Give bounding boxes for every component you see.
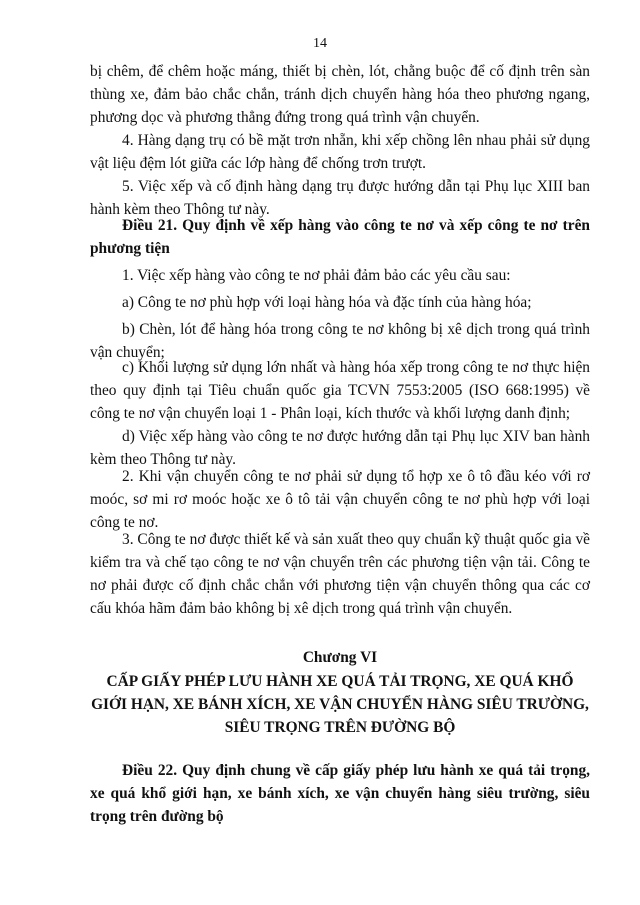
paragraph-clause-4: 4. Hàng dạng trụ có bề mặt trơn nhẵn, khi xếp chồng lên nhau phải sử dụng vật liệu đệm lót giữa các lớp hàng để chống trơn trượt. (90, 132, 590, 172)
paragraph-art21-clause-1: 1. Việc xếp hàng vào công te nơ phải đảm bảo các yêu cầu sau: (122, 267, 511, 284)
article-21-heading: Điều 21. Quy định về xếp hàng vào công te nơ và xếp công te nơ trên phương tiện (90, 217, 590, 257)
chapter-title-line-1: CẤP GIẤY PHÉP LƯU HÀNH XE QUÁ TẢI TRỌNG, XE QUÁ KHỔ (106, 673, 574, 690)
paragraph-art21-item-d: d) Việc xếp hàng vào công te nơ được hướng dẫn tại Phụ lục XIV ban hành kèm theo Thông tư này. (90, 428, 590, 468)
paragraph-art21-item-b: b) Chèn, lót để hàng hóa trong công te nơ không bị xê dịch trong quá trình vận chuyển; (90, 321, 590, 361)
paragraph-art21-clause-3: 3. Công te nơ được thiết kế và sản xuất theo quy chuẩn kỹ thuật quốc gia về kiểm tra và chế tạo công te nơ vận chuyển trên các phương tiện vận tải. Công te nơ phải được cố định chắc chắn với phương tiện vận chuyển thông qua các cơ cấu khóa hãm đảm bảo không bị xê dịch trong quá trình vận chuyển. (90, 531, 590, 617)
paragraph-art21-clause-2: 2. Khi vận chuyển công te nơ phải sử dụng tổ hợp xe ô tô đầu kéo với rơ moóc, sơ mi rơ moóc hoặc xe ô tô tải vận chuyển công te nơ phù hợp với loại công te nơ. (90, 468, 590, 531)
paragraph-art21-item-a: a) Công te nơ phù hợp với loại hàng hóa và đặc tính của hàng hóa; (122, 294, 532, 311)
chapter-number: Chương VI (302, 649, 378, 666)
page-number: 14 (313, 36, 327, 51)
chapter-title-line-2: GIỚI HẠN, XE BÁNH XÍCH, XE VẬN CHUYỂN HÀNG SIÊU TRƯỜNG, (91, 696, 589, 713)
chapter-title-line-3: SIÊU TRỌNG TRÊN ĐƯỜNG BỘ (224, 719, 456, 736)
paragraph-art21-item-c: c) Khối lượng sử dụng lớn nhất và hàng hóa xếp trong công te nơ thực hiện theo quy định tại Tiêu chuẩn quốc gia TCVN 7553:2005 (ISO 668:1995) về công te nơ vận chuyển loại 1 - Phân loại, kích thước và khối lượng danh định; (90, 359, 590, 422)
paragraph-clause-5: 5. Việc xếp và cố định hàng dạng trụ được hướng dẫn tại Phụ lục XIII ban hành kèm theo Thông tư này. (90, 178, 590, 218)
article-22-heading: Điều 22. Quy định chung về cấp giấy phép lưu hành xe quá tải trọng, xe quá khổ giới hạn, xe bánh xích, xe vận chuyển hàng siêu trường, siêu trọng trên đường bộ (90, 762, 590, 825)
paragraph-continuation: bị chêm, để chêm hoặc máng, thiết bị chèn, lót, chằng buộc để cố định trên sàn thùng xe, đảm bảo chắc chắn, tránh dịch chuyển hàng hóa theo phương ngang, phương dọc và phương thẳng đứng trong quá trình vận chuyển. (90, 63, 590, 126)
